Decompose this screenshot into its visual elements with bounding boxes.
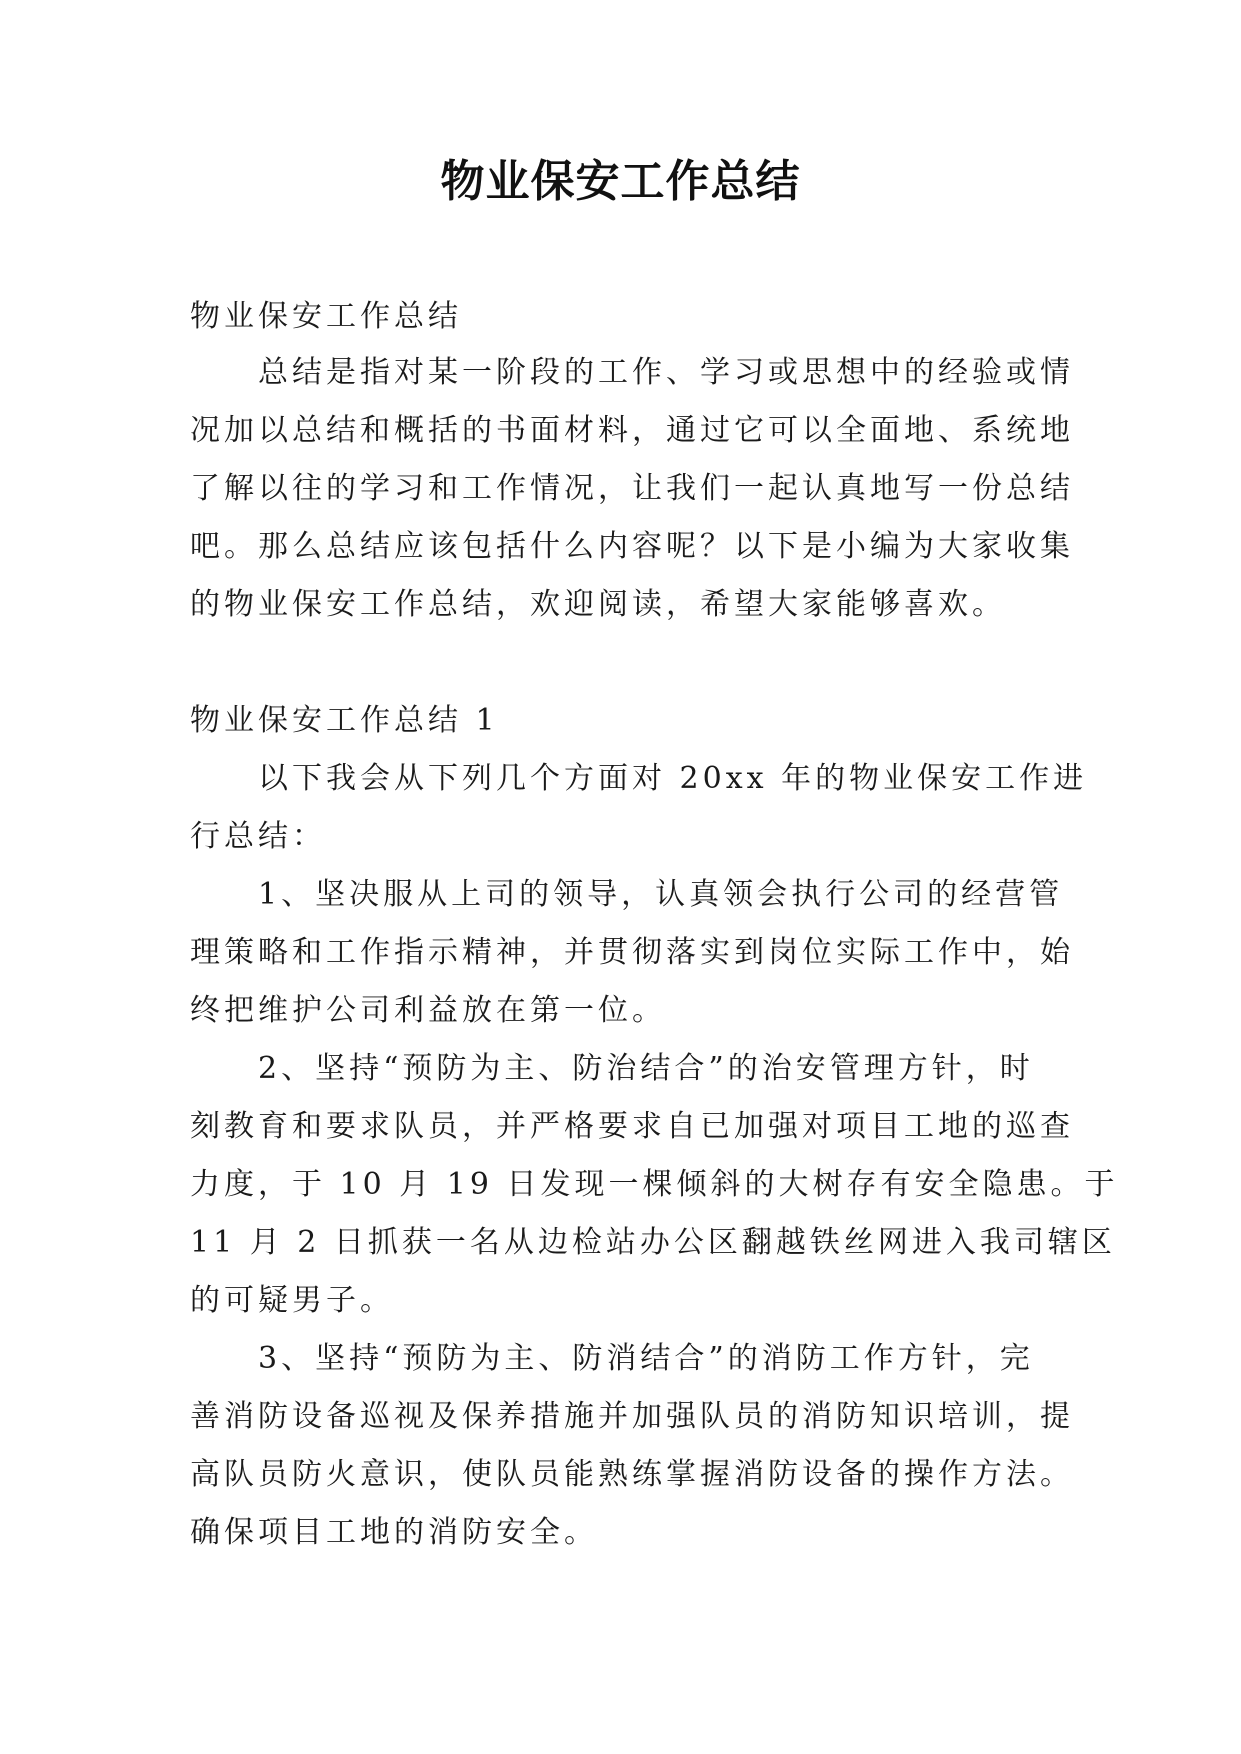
item-3-line: 善消防设备巡视及保养措施并加强队员的消防知识培训，提 [190,1399,1074,1434]
body-line: 行总结： [190,819,326,854]
intro-line: 了解以往的学习和工作情况，让我们一起认真地写一份总结 [190,471,1074,506]
item-3-line: 高队员防火意识，使队员能熟练掌握消防设备的操作方法。 [190,1457,1074,1492]
item-2-line: 刻教育和要求队员，并严格要求自已加强对项目工地的巡查 [190,1109,1074,1144]
intro-line: 总结是指对某一阶段的工作、学习或思想中的经验或情 [258,355,1074,390]
intro-line: 的物业保安工作总结，欢迎阅读，希望大家能够喜欢。 [190,587,1006,622]
item-1-line: 终把维护公司利益放在第一位。 [190,993,666,1028]
item-2-line: 的可疑男子。 [190,1283,394,1318]
item-2-line: 力度，于 10 月 19 日发现一棵倾斜的大树存有安全隐患。于 [190,1167,1119,1202]
subtitle-line: 物业保安工作总结 [190,299,462,334]
document-title: 物业保安工作总结 [440,156,801,207]
item-1-line: 1、坚决服从上司的领导，认真领会执行公司的经营管 [258,877,1064,912]
item-2-line: 2、坚持“预防为主、防治结合”的治安管理方针，时 [258,1051,1034,1086]
section-heading: 物业保安工作总结 1 [190,703,499,738]
item-3-line: 确保项目工地的消防安全。 [190,1515,598,1550]
item-2-line: 11 月 2 日抓获一名从边检站办公区翻越铁丝网进入我司辖区 [190,1225,1116,1260]
item-3-line: 3、坚持“预防为主、防消结合”的消防工作方针，完 [258,1341,1034,1376]
item-1-line: 理策略和工作指示精神，并贯彻落实到岗位实际工作中，始 [190,935,1074,970]
intro-line: 吧。那么总结应该包括什么内容呢？以下是小编为大家收集 [190,529,1074,564]
body-line: 以下我会从下列几个方面对 20xx 年的物业保安工作进 [258,761,1088,796]
intro-line: 况加以总结和概括的书面材料，通过它可以全面地、系统地 [190,413,1074,448]
